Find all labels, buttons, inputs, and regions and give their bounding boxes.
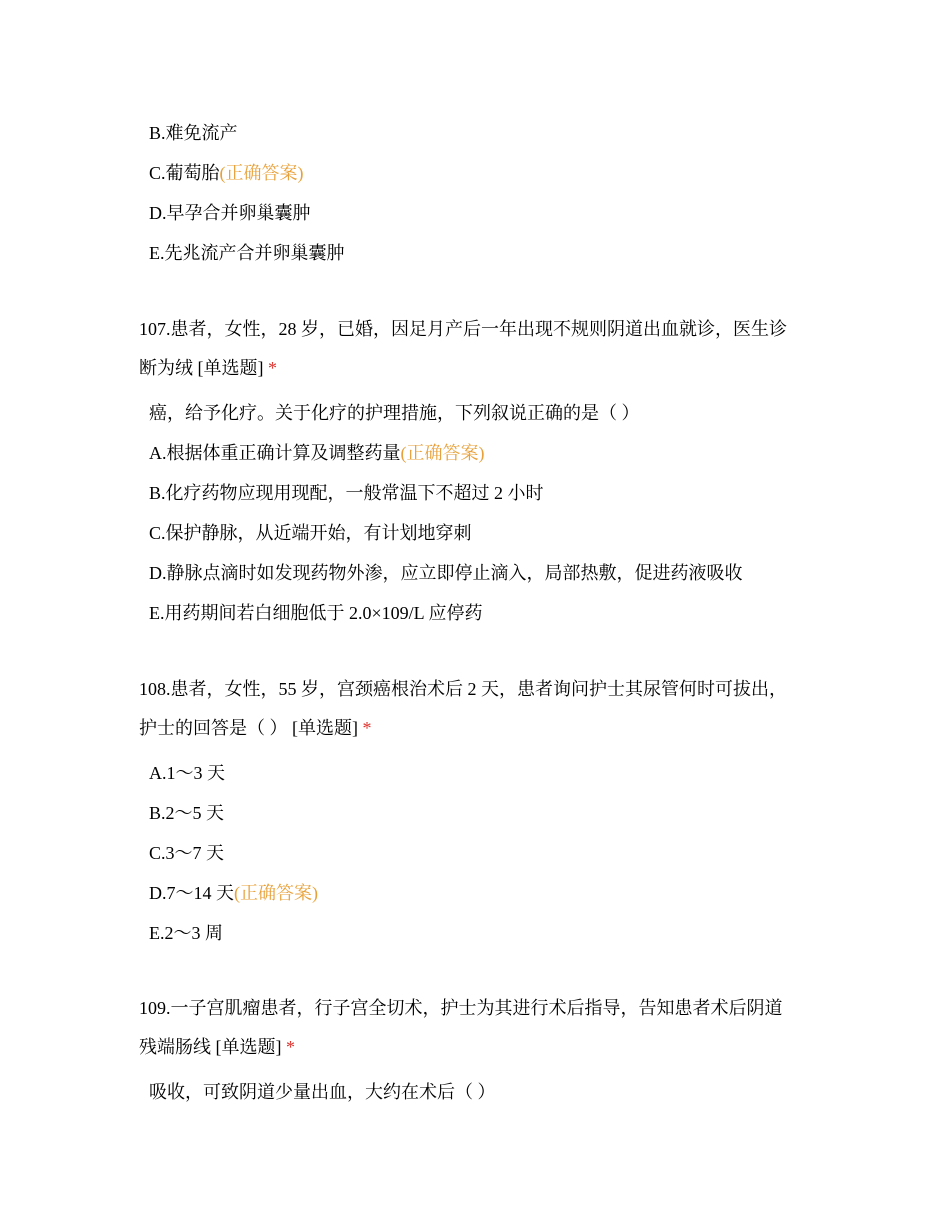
correct-answer-label: (正确答案) [219, 163, 304, 183]
q107-title-line2 [139, 356, 819, 380]
q109-continuation [149, 1080, 496, 1104]
option-text: B.化疗药物应现用现配，一般常温下不超过 2 小时 [149, 483, 544, 503]
q106-option-e[interactable] [149, 241, 345, 265]
q107-option-c[interactable] [149, 521, 472, 545]
q108-title-line1 [139, 677, 819, 701]
option-text: E.用药期间若白细胞低于 2.0×109/L 应停药 [149, 603, 483, 623]
q106-option-b[interactable] [149, 121, 238, 145]
option-text: D.早孕合并卵巢囊肿 [149, 203, 311, 223]
option-text: B.难免流产 [149, 123, 238, 143]
q107-option-a[interactable] [149, 441, 485, 465]
q107-continuation [149, 401, 640, 425]
q107-option-e[interactable] [149, 601, 482, 625]
option-text: B.2～5 天 [149, 803, 225, 823]
option-text: C.3～7 天 [149, 843, 225, 863]
q107-option-b[interactable] [149, 481, 544, 505]
required-mark: * [268, 358, 277, 378]
q107-option-d[interactable] [149, 561, 743, 585]
question-continuation-text: 吸收，可致阴道少量出血，大约在术后（ ） [149, 1082, 496, 1102]
correct-answer-label: (正确答案) [400, 443, 485, 463]
q108-option-e[interactable] [149, 921, 223, 945]
q109-title-line2 [139, 1035, 819, 1059]
q108-title-line2 [139, 716, 819, 740]
correct-answer-label: (正确答案) [234, 883, 318, 903]
option-text: C.保护静脉，从近端开始，有计划地穿刺 [149, 523, 472, 543]
q106-option-d[interactable] [149, 201, 311, 225]
question-text: 109.一子宫肌瘤患者，行子宫全切术，护士为其进行术后指导，告知患者术后阴道 [139, 998, 783, 1018]
question-text: 护士的回答是（ ） [单选题] [139, 718, 358, 738]
q108-option-a[interactable] [149, 761, 225, 785]
q108-option-d[interactable] [149, 881, 318, 905]
required-mark: * [286, 1037, 295, 1057]
question-text: 残端肠线 [单选题] [139, 1037, 282, 1057]
option-text: E.2～3 周 [149, 923, 223, 943]
option-text: E.先兆流产合并卵巢囊肿 [149, 243, 345, 263]
option-text: C.葡萄胎 [149, 163, 220, 183]
q107-title-line1 [139, 317, 819, 341]
required-mark: * [362, 718, 372, 738]
q108-option-b[interactable] [149, 801, 224, 825]
option-text: A.1～3 天 [149, 763, 225, 783]
q108-option-c[interactable] [149, 841, 224, 865]
question-text: 107.患者，女性，28 岁，已婚，因足月产后一年出现不规则阴道出血就诊，医生诊 [139, 319, 787, 339]
option-text: A.根据体重正确计算及调整药量 [149, 443, 401, 463]
question-text: 108.患者，女性，55 岁，宫颈癌根治术后 2 天，患者询问护士其尿管何时可拔出， [139, 679, 787, 699]
option-text: D.静脉点滴时如发现药物外渗，应立即停止滴入，局部热敷，促进药液吸收 [149, 563, 743, 583]
question-continuation-text: 癌，给予化疗。关于化疗的护理措施，下列叙说正确的是（ ） [149, 403, 640, 423]
q106-option-c[interactable] [149, 161, 304, 185]
q109-title-line1 [139, 996, 819, 1020]
question-text: 断为绒 [单选题] [139, 358, 264, 378]
option-text: D.7～14 天 [149, 883, 234, 903]
